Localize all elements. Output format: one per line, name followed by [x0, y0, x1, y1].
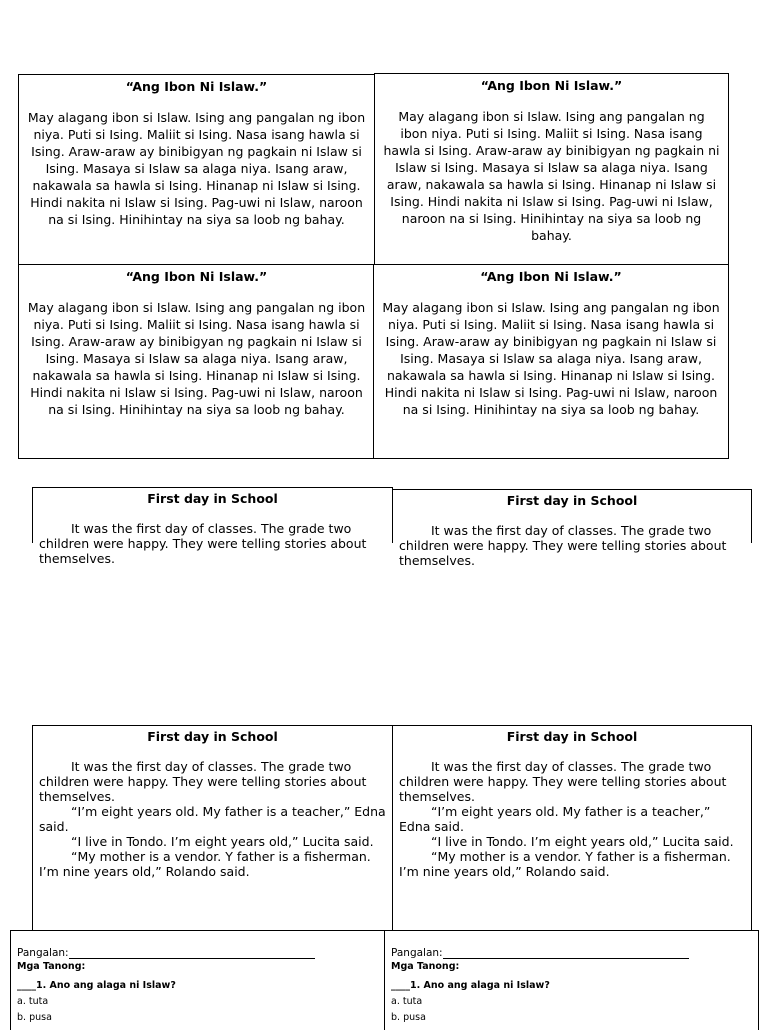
- story-card-school-cut-1: [32, 487, 393, 566]
- option-a: a. tuta: [391, 996, 423, 1007]
- questions-heading: Mga Tanong:: [17, 961, 86, 972]
- story-body: May alagang ibon si Islaw. Ising ang pangalan ng ibon niya. Puti si Ising. Maliit si Ising. Nasa isang hawla si Ising. Araw-araw ay binibigyan ng pagkain ni Islaw si Ising. Masaya si Islaw sa alaga niya. Isang araw, nakawala sa hawla si Ising. Hinanap ni Islaw si Ising. Hindi nakita ni Islaw si Ising. Pag-uwi ni Islaw, naroon na si Ising. Hinihintay na siya sa loob ng bahay.: [382, 300, 720, 417]
- name-line: [391, 947, 758, 959]
- story-card-school-1: [32, 725, 393, 935]
- option-b: b. pusa: [391, 1012, 426, 1023]
- story-title: First day in School: [506, 493, 638, 508]
- story-title: First day in School: [147, 491, 278, 506]
- name-blank[interactable]: [443, 948, 689, 959]
- quiz-card-1: [10, 930, 385, 1030]
- story-card-school-cut-2: [392, 489, 752, 568]
- questions-heading: Mga Tanong:: [391, 961, 460, 972]
- name-blank[interactable]: [69, 948, 315, 959]
- story-line: “I live in Tondo. I’m eight years old,” Lucita said.: [431, 834, 734, 849]
- story-body: May alagang ibon si Islaw. Ising ang pangalan ng ibon niya. Puti si Ising. Maliit si Ising. Nasa isang hawla si Ising. Araw-araw ay binibigyan ng pagkain ni Islaw si Ising. Masaya si Islaw sa alaga niya. Isang araw, nakawala sa hawla si Ising. Hinanap ni Islaw si Ising. Hindi nakita ni Islaw si Ising. Pag-uwi ni Islaw, naroon na si Ising. Hinihintay na siya sa loob ng bahay.: [27, 300, 366, 417]
- name-label: Pangalan:: [17, 947, 69, 959]
- name-label: Pangalan:: [391, 947, 443, 959]
- story-line: It was the first day of classes. The grade two children were happy. They were telling stories about themselves.: [39, 521, 367, 566]
- story-card-ibon-2: [374, 73, 729, 266]
- story-line: It was the first day of classes. The grade two children were happy. They were telling stories about themselves.: [399, 759, 727, 804]
- story-card-ibon-3: [18, 264, 375, 459]
- story-title: “Ang Ibon Ni Islaw.”: [125, 269, 268, 284]
- option-b: b. pusa: [17, 1012, 52, 1023]
- story-title: First day in School: [147, 729, 278, 744]
- question-1: ____1. Ano ang alaga ni Islaw?: [391, 980, 550, 991]
- story-title: “Ang Ibon Ni Islaw.”: [480, 269, 622, 284]
- question-1: ____1. Ano ang alaga ni Islaw?: [17, 980, 176, 991]
- story-title: “Ang Ibon Ni Islaw.”: [125, 79, 268, 94]
- story-line: “I’m eight years old. My father is a teacher,” Edna said.: [39, 804, 386, 834]
- story-title: “Ang Ibon Ni Islaw.”: [480, 78, 623, 93]
- option-a: a. tuta: [17, 996, 49, 1007]
- story-line: “My mother is a vendor. Y father is a fisherman. I’m nine years old,” Rolando said.: [399, 849, 731, 879]
- story-card-ibon-1: [18, 74, 375, 266]
- story-line: “I’m eight years old. My father is a teacher,” Edna said.: [399, 804, 711, 834]
- story-title: First day in School: [506, 729, 638, 744]
- story-card-school-2: [392, 725, 752, 935]
- story-card-ibon-4: [373, 264, 729, 459]
- story-line: It was the first day of classes. The grade two children were happy. They were telling stories about themselves.: [399, 523, 727, 568]
- story-body: May alagang ibon si Islaw. Ising ang pangalan ng ibon niya. Puti si Ising. Maliit si Ising. Nasa isang hawla si Ising. Araw-araw ay binibigyan ng pagkain ni Islaw si Ising. Masaya si Islaw sa alaga niya. Isang araw, nakawala sa hawla si Ising. Hinanap ni Islaw si Ising. Hindi nakita ni Islaw si Ising. Pag-uwi ni Islaw, naroon na si Ising. Hinihintay na siya sa loob ng bahay.: [27, 110, 366, 227]
- story-line: It was the first day of classes. The grade two children were happy. They were telling stories about themselves.: [39, 759, 367, 804]
- story-line: “I live in Tondo. I’m eight years old,” Lucita said.: [71, 834, 374, 849]
- quiz-card-2: [384, 930, 759, 1030]
- story-body: May alagang ibon si Islaw. Ising ang pangalan ng ibon niya. Puti si Ising. Maliit si Ising. Nasa isang hawla si Ising. Araw-araw ay binibigyan ng pagkain ni Islaw si Ising. Masaya si Islaw sa alaga niya. Isang araw, nakawala sa hawla si Ising. Hinanap ni Islaw si Ising. Hindi nakita ni Islaw si Ising. Pag-uwi ni Islaw, naroon na si Ising. Hinihintay na siya sa loob ng bahay.: [383, 109, 720, 243]
- story-line: “My mother is a vendor. Y father is a fisherman. I’m nine years old,” Rolando said.: [39, 849, 371, 879]
- name-line: [17, 947, 384, 959]
